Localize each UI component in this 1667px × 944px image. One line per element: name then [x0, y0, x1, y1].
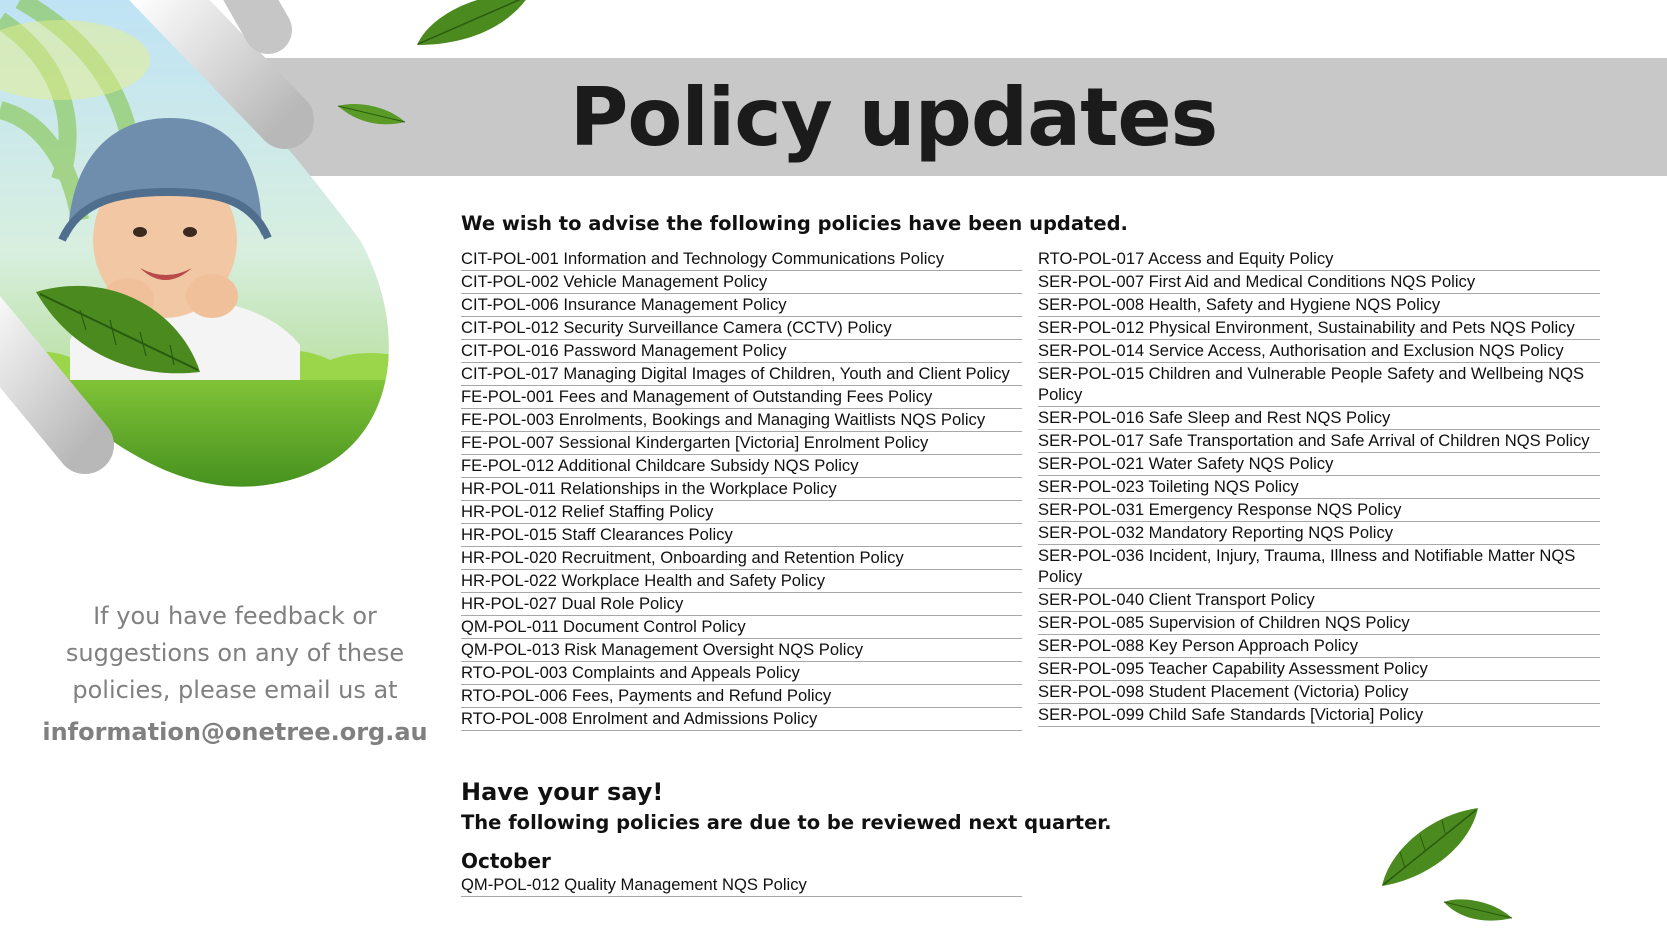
- policy-item: SER-POL-008 Health, Safety and Hygiene NQS Policy: [1038, 294, 1600, 317]
- policy-item: QM-POL-013 Risk Management Oversight NQS Policy: [461, 639, 1022, 662]
- policy-item: SER-POL-031 Emergency Response NQS Policy: [1038, 499, 1600, 522]
- page-title: Policy updates: [569, 70, 1218, 164]
- policy-item: SER-POL-032 Mandatory Reporting NQS Policy: [1038, 522, 1600, 545]
- feedback-email[interactable]: information@onetree.org.au: [42, 718, 428, 746]
- policy-item: SER-POL-012 Physical Environment, Sustainability and Pets NQS Policy: [1038, 317, 1600, 340]
- feedback-line: policies, please email us at: [72, 676, 398, 704]
- policy-item: CIT-POL-001 Information and Technology Communications Policy: [461, 248, 1022, 271]
- policy-item: CIT-POL-006 Insurance Management Policy: [461, 294, 1022, 317]
- leaf-icon: [1382, 808, 1478, 886]
- policy-item: FE-POL-007 Sessional Kindergarten [Victoria] Enrolment Policy: [461, 432, 1022, 455]
- policy-item: FE-POL-001 Fees and Management of Outstanding Fees Policy: [461, 386, 1022, 409]
- policy-item: SER-POL-085 Supervision of Children NQS Policy: [1038, 612, 1600, 635]
- policy-item: SER-POL-098 Student Placement (Victoria) Policy: [1038, 681, 1600, 704]
- policy-item: FE-POL-012 Additional Childcare Subsidy NQS Policy: [461, 455, 1022, 478]
- policy-item: HR-POL-020 Recruitment, Onboarding and Retention Policy: [461, 547, 1022, 570]
- have-your-say-heading: Have your say!: [461, 778, 664, 806]
- policy-item: CIT-POL-012 Security Surveillance Camera (CCTV) Policy: [461, 317, 1022, 340]
- feedback-text: [30, 598, 440, 709]
- policy-item: SER-POL-040 Client Transport Policy: [1038, 589, 1600, 612]
- policy-item: SER-POL-007 First Aid and Medical Conditions NQS Policy: [1038, 271, 1600, 294]
- policy-item: SER-POL-088 Key Person Approach Policy: [1038, 635, 1600, 658]
- policy-item: CIT-POL-017 Managing Digital Images of Children, Youth and Client Policy: [461, 363, 1022, 386]
- policy-item: HR-POL-022 Workplace Health and Safety Policy: [461, 570, 1022, 593]
- policy-item: RTO-POL-017 Access and Equity Policy: [1038, 248, 1600, 271]
- intro-text: We wish to advise the following policies have been updated.: [461, 212, 1128, 235]
- policy-item: SER-POL-036 Incident, Injury, Trauma, Illness and Notifiable Matter NQS Policy: [1038, 545, 1600, 589]
- review-month: October: [461, 849, 551, 873]
- review-policy-list: [461, 874, 1022, 897]
- policy-item: HR-POL-012 Relief Staffing Policy: [461, 501, 1022, 524]
- have-your-say-subheading: The following policies are due to be reviewed next quarter.: [461, 811, 1112, 834]
- policy-item: SER-POL-095 Teacher Capability Assessment Policy: [1038, 658, 1600, 681]
- policy-item: FE-POL-003 Enrolments, Bookings and Managing Waitlists NQS Policy: [461, 409, 1022, 432]
- policy-item: SER-POL-023 Toileting NQS Policy: [1038, 476, 1600, 499]
- policy-list-left: [461, 248, 1022, 731]
- policy-item: SER-POL-014 Service Access, Authorisation and Exclusion NQS Policy: [1038, 340, 1600, 363]
- feedback-line: If you have feedback or: [93, 602, 377, 630]
- policy-item: QM-POL-011 Document Control Policy: [461, 616, 1022, 639]
- policy-item: HR-POL-027 Dual Role Policy: [461, 593, 1022, 616]
- policy-item: RTO-POL-008 Enrolment and Admissions Policy: [461, 708, 1022, 731]
- policy-item: SER-POL-017 Safe Transportation and Safe Arrival of Children NQS Policy: [1038, 430, 1600, 453]
- policy-item: CIT-POL-002 Vehicle Management Policy: [461, 271, 1022, 294]
- policy-item: HR-POL-011 Relationships in the Workplace Policy: [461, 478, 1022, 501]
- review-policy-item: QM-POL-012 Quality Management NQS Policy: [461, 874, 1022, 897]
- policy-list-right: [1038, 248, 1600, 727]
- policy-item: CIT-POL-016 Password Management Policy: [461, 340, 1022, 363]
- leaf-icon: [417, 0, 530, 45]
- policy-item: RTO-POL-003 Complaints and Appeals Policy: [461, 662, 1022, 685]
- policy-item: SER-POL-021 Water Safety NQS Policy: [1038, 453, 1600, 476]
- leaf-icon: [1444, 899, 1512, 920]
- policy-item: SER-POL-015 Children and Vulnerable People Safety and Wellbeing NQS Policy: [1038, 363, 1600, 407]
- feedback-line: suggestions on any of these: [65, 639, 405, 667]
- policy-item: RTO-POL-006 Fees, Payments and Refund Policy: [461, 685, 1022, 708]
- policy-item: SER-POL-016 Safe Sleep and Rest NQS Policy: [1038, 407, 1600, 430]
- leaf-icon: [36, 286, 200, 373]
- policy-item: HR-POL-015 Staff Clearances Policy: [461, 524, 1022, 547]
- policy-item: SER-POL-099 Child Safe Standards [Victoria] Policy: [1038, 704, 1600, 727]
